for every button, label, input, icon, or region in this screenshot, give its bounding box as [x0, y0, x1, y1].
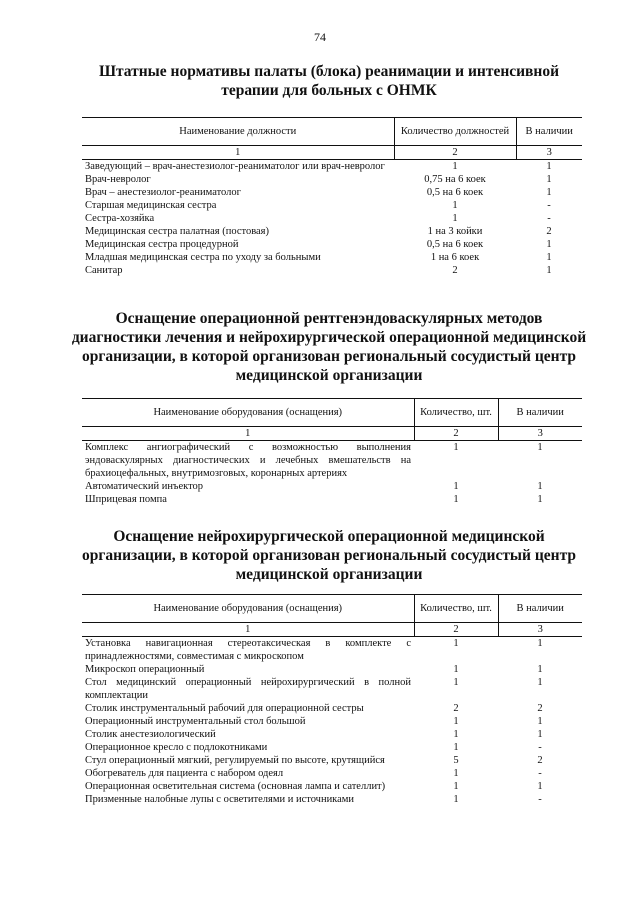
item-available: 1 [546, 187, 552, 198]
item-quantity: 1 [453, 442, 459, 453]
table-row [82, 199, 582, 212]
neurosurgery-equipment-body [82, 623, 582, 807]
table-row [82, 702, 582, 715]
column-number-row [82, 146, 582, 160]
section-3-title: Оснащение нейрохирургической операционной медицинской организации, в которой организован региональный сосудистый центр медицинской организации [81, 528, 577, 583]
item-available: 1 [546, 252, 552, 263]
item-name: Шприцевая помпа [85, 494, 167, 505]
item-available: 1 [546, 161, 552, 172]
item-quantity: 1 [452, 161, 458, 172]
item-quantity: 1 [453, 729, 459, 740]
item-available: - [538, 794, 542, 805]
table-row [82, 493, 582, 506]
table-row [82, 480, 582, 493]
item-available: 1 [537, 716, 543, 727]
column-number-row [82, 427, 582, 441]
item-name: Врач-невролог [85, 174, 151, 185]
col-header-position: Наименование должности [82, 118, 394, 146]
item-quantity: 0,75 на 6 коек [424, 174, 486, 185]
item-available: 1 [546, 265, 552, 276]
item-available: - [547, 213, 551, 224]
angiography-equipment-body [82, 427, 582, 507]
table-row [82, 663, 582, 676]
col-header-quantity: Количество, шт. [414, 399, 498, 427]
item-name: Призменные налобные лупы с осветителями и источниками [85, 794, 355, 805]
col-header-available: В наличии [516, 118, 582, 146]
column-number: 1 [82, 146, 394, 160]
item-quantity: 1 на 6 коек [430, 252, 480, 263]
item-name: Стол медицинский операционный нейрохирургический в полной комплектации [85, 677, 411, 701]
table-row [82, 793, 582, 806]
column-number: 2 [414, 427, 498, 441]
item-name: Автоматический инъектор [85, 481, 204, 492]
staffing-table-body [82, 146, 582, 278]
item-name: Заведующий – врач-анестезиолог-реаниматолог или врач-невролог [85, 161, 385, 172]
item-quantity: 1 [453, 677, 459, 688]
item-name: Врач – анестезиолог-реаниматолог [85, 187, 241, 198]
item-name: Младшая медицинская сестра по уходу за больными [85, 252, 321, 263]
column-number-row [82, 623, 582, 637]
column-number: 2 [394, 146, 516, 160]
item-available: - [538, 768, 542, 779]
item-name: Санитар [85, 265, 123, 276]
item-available: 1 [537, 638, 543, 649]
item-available: 1 [537, 494, 543, 505]
table-row [82, 754, 582, 767]
item-quantity: 1 [453, 768, 459, 779]
column-number: 1 [82, 427, 414, 441]
staffing-table [82, 117, 582, 277]
table-row [82, 238, 582, 251]
item-available: 2 [537, 755, 543, 766]
item-quantity: 0,5 на 6 коек [426, 239, 484, 250]
item-name: Медицинская сестра палатная (постовая) [85, 226, 269, 237]
table-row [82, 160, 582, 174]
table-row [82, 676, 582, 702]
item-available: - [538, 742, 542, 753]
table-row [82, 225, 582, 238]
column-number: 1 [82, 623, 414, 637]
item-name: Столик инструментальный рабочий для операционной сестры [85, 703, 364, 714]
item-quantity: 1 [452, 213, 458, 224]
item-name: Операционный инструментальный стол большой [85, 716, 306, 727]
item-name: Медицинская сестра процедурной [85, 239, 239, 250]
item-quantity: 1 [453, 794, 459, 805]
table-row [82, 728, 582, 741]
item-name: Обогреватель для пациента с набором одеял [85, 768, 284, 779]
item-available: 1 [546, 174, 552, 185]
item-quantity: 1 [453, 742, 459, 753]
item-available: 1 [537, 442, 543, 453]
item-name: Микроскоп операционный [85, 664, 205, 675]
item-name: Установка навигационная стереотаксическая в комплекте с принадлежностями, совместимая с микроскопом [85, 638, 411, 662]
item-available: 1 [546, 239, 552, 250]
item-name: Старшая медицинская сестра [85, 200, 217, 211]
table-row [82, 637, 582, 664]
item-name: Операционная осветительная система (основная лампа и сателлит) [85, 781, 386, 792]
table-row [82, 715, 582, 728]
item-quantity: 0,5 на 6 коек [426, 187, 484, 198]
column-number: 3 [498, 427, 582, 441]
item-name: Комплекс ангиографический с возможностью выполнения эндоваскулярных диагностических и лечебных вмешательств на брахиоцефальных, внутримозговых, коронарных артериях [85, 442, 411, 479]
item-quantity: 1 [453, 638, 459, 649]
page-number: 74 [314, 30, 326, 44]
item-available: 2 [537, 703, 543, 714]
neurosurgery-equipment-table [82, 594, 582, 806]
item-name: Операционное кресло с подлокотниками [85, 742, 268, 753]
column-number: 3 [498, 623, 582, 637]
table-row [82, 264, 582, 277]
col-header-quantity: Количество должностей [394, 118, 516, 146]
table-row [82, 173, 582, 186]
item-quantity: 1 [453, 481, 459, 492]
item-available: 1 [537, 781, 543, 792]
table-row [82, 212, 582, 225]
table-row [82, 780, 582, 793]
item-available: 1 [537, 664, 543, 675]
item-available: - [547, 200, 551, 211]
item-available: 1 [537, 481, 543, 492]
item-available: 1 [537, 729, 543, 740]
table-row [82, 441, 582, 481]
item-quantity: 5 [453, 755, 459, 766]
item-quantity: 2 [452, 265, 458, 276]
table-row [82, 741, 582, 754]
table-row [82, 251, 582, 264]
item-quantity: 1 [453, 781, 459, 792]
item-available: 2 [546, 226, 552, 237]
col-header-equipment: Наименование оборудования (оснащения) [82, 399, 414, 427]
item-quantity: 1 на 3 койки [427, 226, 483, 237]
col-header-quantity: Количество, шт. [414, 595, 498, 623]
item-name: Стул операционный мягкий, регулируемый по высоте, крутящийся [85, 755, 385, 766]
section-1-title: Штатные нормативы палаты (блока) реанимации и интенсивной терапии для больных с ОНМК [98, 63, 560, 99]
column-number: 2 [414, 623, 498, 637]
column-number: 3 [516, 146, 582, 160]
item-quantity: 1 [453, 716, 459, 727]
item-quantity: 2 [453, 703, 459, 714]
table-row [82, 186, 582, 199]
item-name: Столик анестезиологический [85, 729, 216, 740]
item-quantity: 1 [453, 664, 459, 675]
table-row [82, 767, 582, 780]
angiography-equipment-table [82, 398, 582, 506]
item-quantity: 1 [453, 494, 459, 505]
item-quantity: 1 [452, 200, 458, 211]
item-available: 1 [537, 677, 543, 688]
item-name: Сестра-хозяйка [85, 213, 155, 224]
col-header-available: В наличии [498, 399, 582, 427]
col-header-equipment: Наименование оборудования (оснащения) [82, 595, 414, 623]
col-header-available: В наличии [498, 595, 582, 623]
section-2-title: Оснащение операционной рентгенэндоваскулярных методов диагностики лечения и нейрохирургической операционной медицинской организации, в которой организован региональный сосудистый центр медицинской организации [71, 310, 587, 384]
